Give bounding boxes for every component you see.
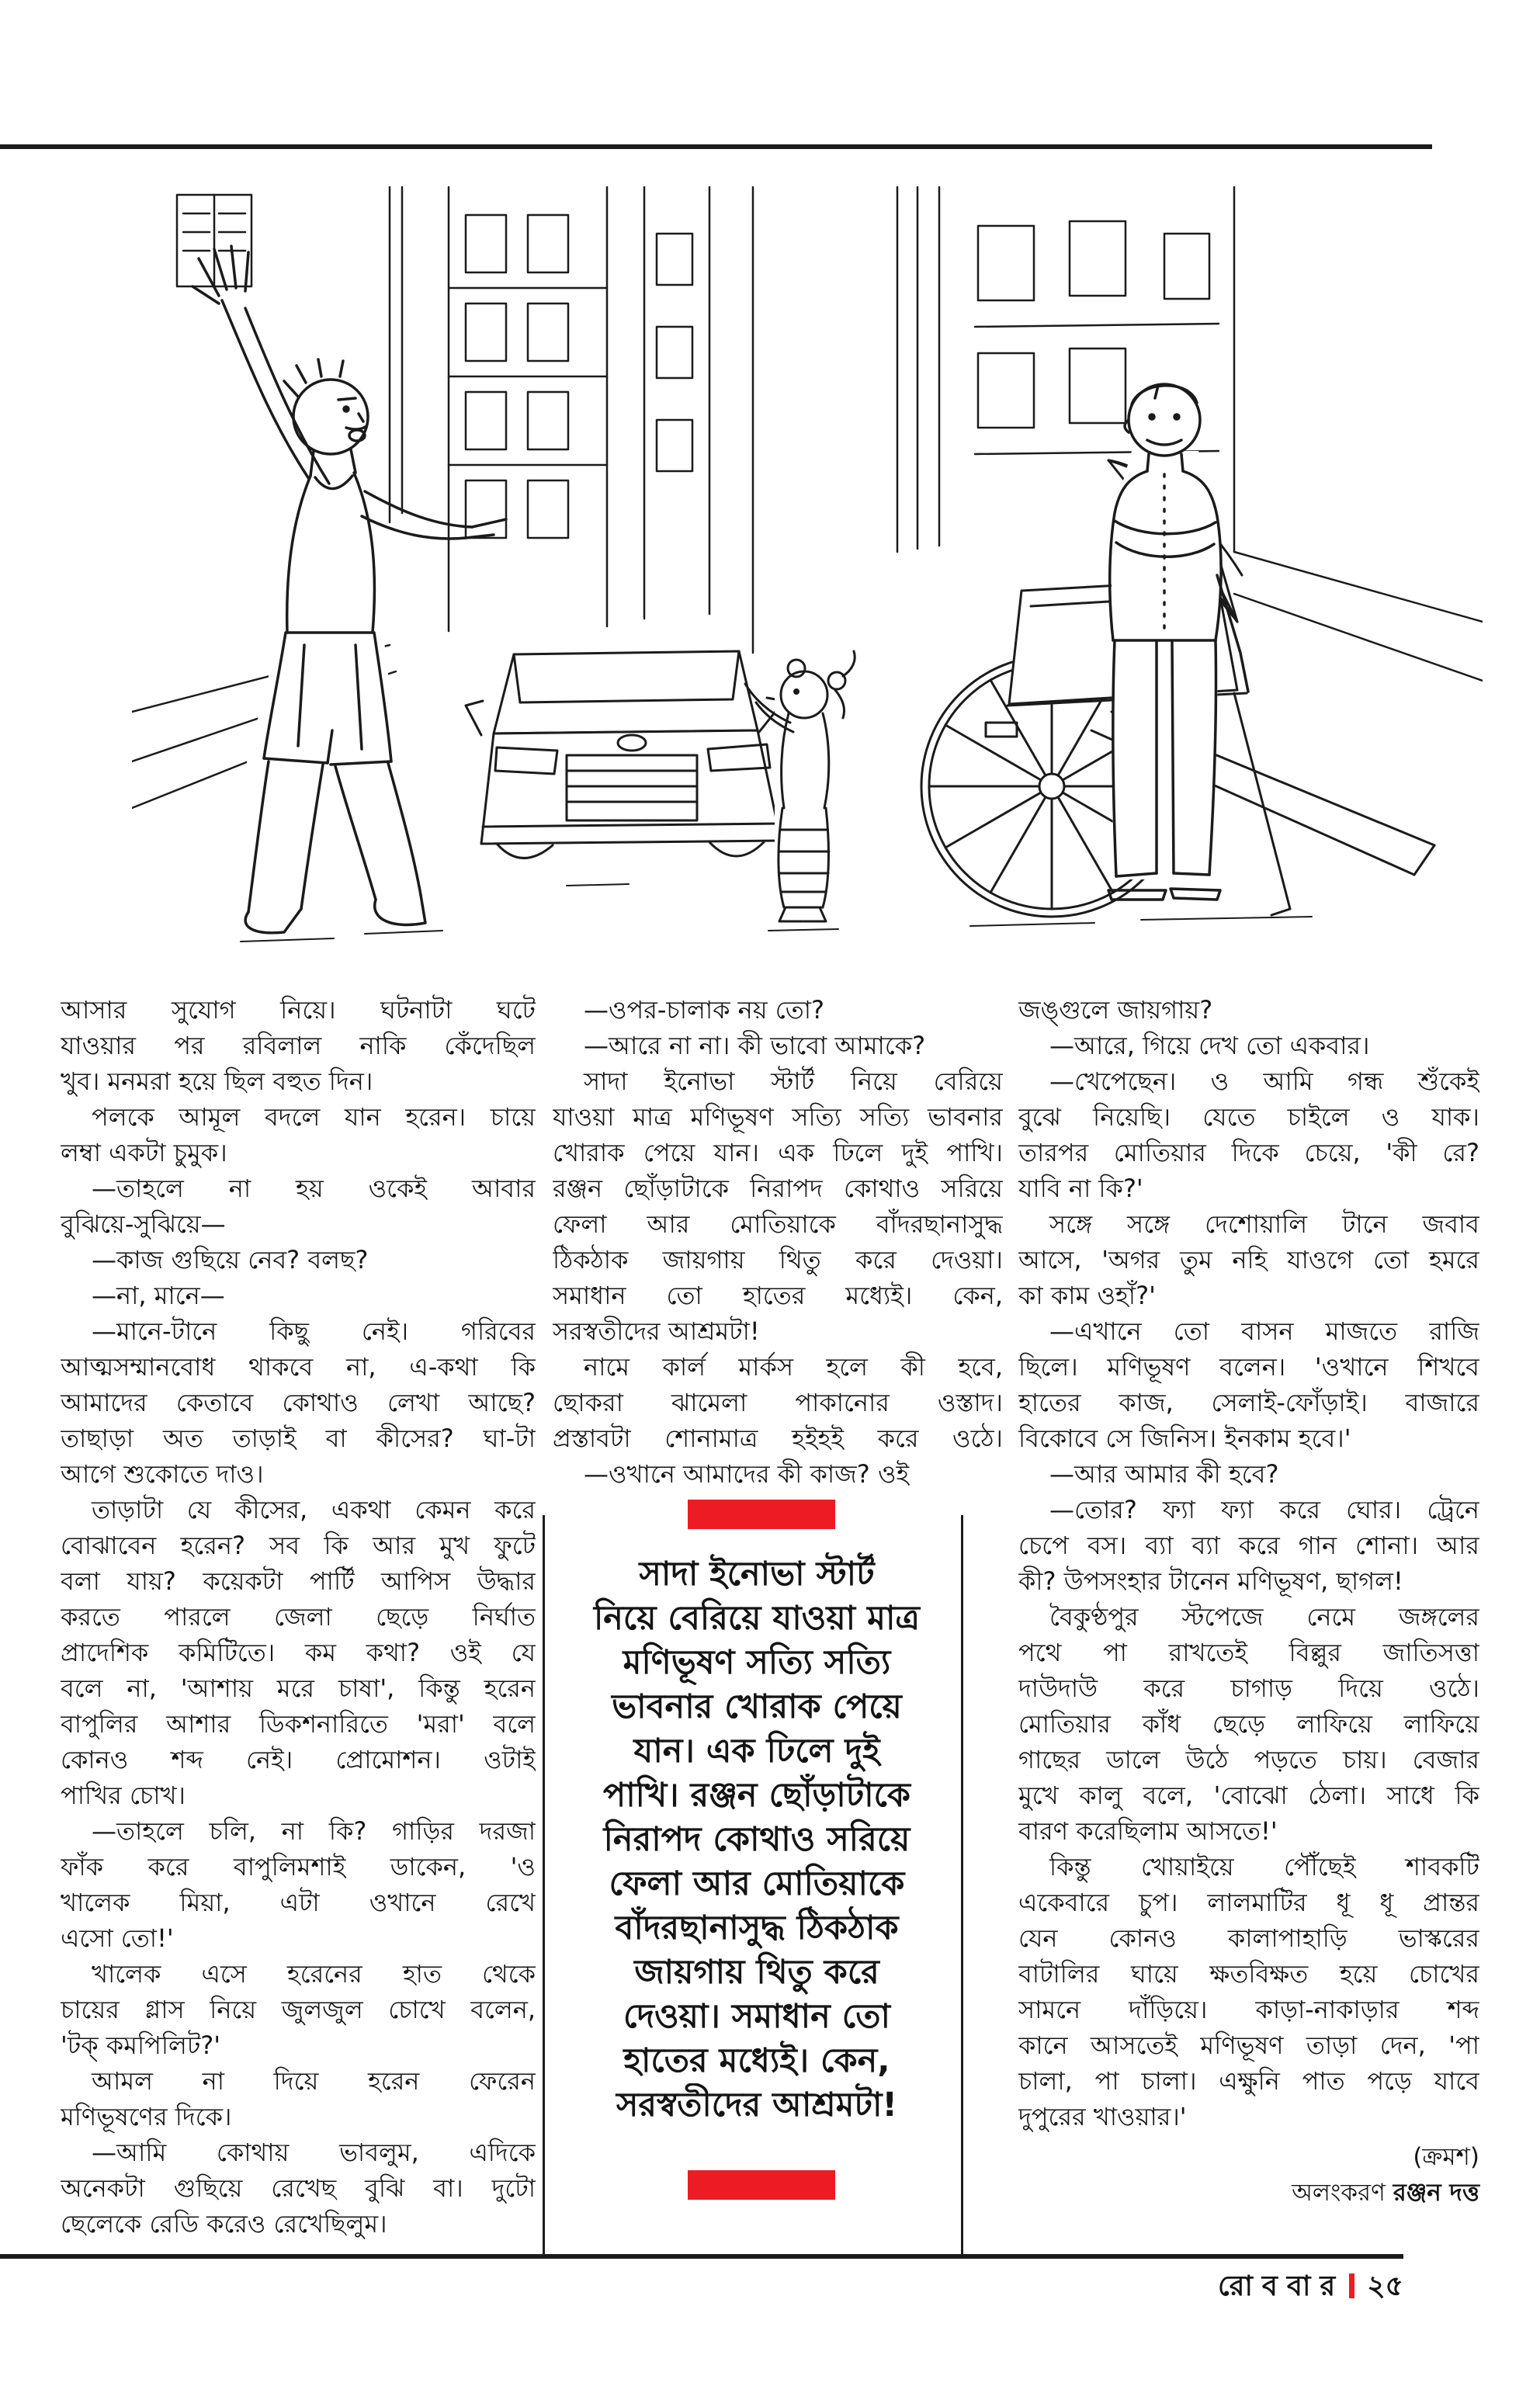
article-column-3: [1018, 992, 1479, 2135]
illustration-credit: [1018, 2175, 1479, 2211]
text-line: —আরে, গিয়ে দেখ তো একবার।: [1049, 1031, 1370, 1060]
text-line: তাছাড়া অত তাড়াই বা কীসের? ঘা-টা: [61, 1424, 536, 1453]
text-line: পাখির চোখ।: [61, 1781, 186, 1810]
text-line: খালেক এসে হরেনের হাত থেকে: [92, 1959, 536, 1989]
text-line: ছিলে। মণিভূষণ বলেন। 'ওখানে শিখবে: [1018, 1352, 1479, 1382]
article-credits: [1018, 2139, 1479, 2211]
text-line: আসে, 'অগর তুম নহি যাওগে তো হমরে: [1018, 1245, 1479, 1275]
illustrator-name: রঞ্জন দত্ত: [1393, 2179, 1479, 2207]
footer-separator-bar: [1349, 2273, 1354, 2298]
text-line: সঙ্গে সঙ্গে দেশোয়ালি টানে জবাব: [1049, 1209, 1479, 1239]
text-line: যাওয়া মাত্র মণিভূষণ সত্যি সত্যি ভাবনার: [553, 1102, 1003, 1132]
text-line: সরস্বতীদের আশ্রমটা!: [553, 1316, 760, 1346]
text-line: —ওখানে আমাদের কী কাজ? ওই: [584, 1459, 910, 1489]
text-line: কানে আসতেই মণিভূষণ তাড়া দেন, 'পা: [1018, 2031, 1479, 2060]
text-line: দাউদাউ করে চাগাড় দিয়ে ওঠে।: [1018, 1673, 1479, 1703]
text-line: পলকে আমূল বদলে যান হরেন। চায়ে: [92, 1102, 536, 1132]
text-line: খোরাক পেয়ে যান। এক ঢিলে দুই পাখি।: [553, 1138, 1003, 1167]
text-line: ফাঁক করে বাপুলিমশাই ডাকেন, 'ও: [61, 1852, 536, 1881]
article-column-2: [553, 992, 1003, 1492]
text-line: চায়ের গ্লাস নিয়ে জুলজুল চোখে বলেন,: [61, 1995, 536, 2024]
text-line: —তাহলে না হয় ওকেই আবার: [92, 1174, 536, 1203]
text-line: —তাহলে চলি, না কি? গাড়ির দরজা: [92, 1816, 536, 1846]
text-line: অনেকটা গুছিয়ে রেখেছ বুঝি বা। দুটো: [61, 2173, 536, 2203]
text-line: আত্মসম্মানবোধ থাকবে না, এ-কথা কি: [61, 1352, 536, 1382]
text-line: জঙ্গুলে জায়গায়?: [1018, 995, 1213, 1025]
text-line: করতে পারলে জেলা ছেড়ে নির্ঘাত: [61, 1602, 536, 1632]
text-line: বিকোবে সে জিনিস। ইনকাম হবে।': [1018, 1424, 1351, 1453]
text-line: বারণ করেছিলাম আসতে!': [1018, 1816, 1278, 1846]
text-line: খালেক মিয়া, এটা ওখানে রেখে: [61, 1888, 536, 1917]
pull-quote-line: মণিভূষণ সত্যি সত্যি: [623, 1643, 891, 1682]
text-line: আমল না দিয়ে হরেন ফেরেন: [92, 2066, 536, 2096]
text-line: বুঝে নিয়েছি। যেতে চাইলে ও যাক।: [1018, 1102, 1479, 1132]
text-line: পথে পা রাখতেই বিল্লুর জাতিসত্তা: [1018, 1638, 1479, 1667]
text-line: —এখানে তো বাসন মাজতে রাজি: [1049, 1316, 1479, 1346]
text-line: —খেপেছেন। ও আমি গন্ধ শুঁকেই: [1049, 1066, 1479, 1096]
text-line: বলে না, 'আশায় মরে চাষা', কিন্তু হরেন: [61, 1673, 536, 1703]
text-line: —মানে-টানে কিছু নেই। গরিবের: [92, 1316, 536, 1346]
text-line: রঞ্জন ছোঁড়াটাকে নিরাপদ কোথাও সরিয়ে: [553, 1174, 1003, 1203]
text-line: প্রস্তাবটা শোনামাত্র হইহই করে ওঠে।: [553, 1424, 1003, 1453]
shouting-man-drawing: [192, 246, 506, 934]
text-line: —না, মানে—: [92, 1281, 225, 1310]
page-number: ২৫: [1367, 2270, 1403, 2302]
text-line: সাদা ইনোভা স্টার্ট নিয়ে বেরিয়ে: [584, 1066, 1003, 1096]
text-line: বাটালির ঘায়ে ক্ষতবিক্ষত হয়ে চোখের: [1018, 1959, 1479, 1989]
text-line: —আরে না না। কী ভাবো আমাকে?: [584, 1031, 926, 1060]
pull-quote-top-bar: [688, 1500, 835, 1529]
text-line: —তোর? ফ্যা ফ্যা করে ঘোর। ট্রেনে: [1049, 1495, 1479, 1524]
pull-quote-line: দেওয়া। সমাধান তো: [623, 1997, 890, 2036]
pull-quote-line: ভাবনার খোরাক পেয়ে: [612, 1687, 902, 1726]
column-divider-left: [543, 1515, 545, 2256]
pull-quote-line: জায়গায় থিতু করে: [634, 1953, 879, 1992]
column-divider-right: [961, 1515, 963, 2256]
footer-rule: [0, 2254, 1403, 2259]
text-line: মুখে কালু বলে, 'বোঝো ঠেলা। সাধে কি: [1018, 1781, 1479, 1810]
pull-quote-line: নিরাপদ কোথাও সরিয়ে: [603, 1820, 910, 1859]
text-line: আমাদের কেতাবে কোথাও লেখা আছে?: [61, 1388, 536, 1417]
text-line: বাপুলির আশার ডিকশনারিতে 'মরা' বলে: [61, 1709, 536, 1739]
text-line: —কাজ গুছিয়ে নেব? বলছ?: [92, 1245, 369, 1275]
text-line: কোনও শব্দ নেই। প্রোমোশন। ওটাই: [61, 1745, 536, 1774]
page-footer: [0, 2265, 1403, 2311]
article-column-1: [61, 992, 536, 2242]
text-line: প্রাদেশিক কমিটিতে। কম কথা? ওই যে: [61, 1638, 536, 1667]
pull-quote-line: বাঁদরছানাসুদ্ধ ঠিকঠাক: [615, 1909, 899, 1947]
text-line: সামনে দাঁড়িয়ে। কাড়া-নাকাড়ার শব্দ: [1018, 1995, 1479, 2024]
car-drawing: [466, 651, 784, 858]
pull-quote-line: পাখি। রঞ্জন ছোঁড়াটাকে: [603, 1776, 910, 1815]
text-line: সমাধান তো হাতের মধ্যেই। কেন,: [553, 1281, 1003, 1310]
text-line: চেপে বস। ব্যা ব্যা করে গান শোনা। আর: [1018, 1531, 1479, 1560]
pull-quote-line: সাদা ইনোভা স্টার্ট: [639, 1555, 875, 1594]
text-line: বলা যায়? কয়েকটা পার্টি আপিস উদ্ধার: [61, 1566, 536, 1596]
top-rule: [0, 144, 1432, 149]
text-line: বোঝাবেন হরেন? সব কি আর মুখ ফুটে: [61, 1531, 536, 1560]
pull-quote: [574, 1552, 939, 2128]
text-line: যাওয়ার পর রবিলাল নাকি কেঁদেছিল: [61, 1031, 536, 1060]
text-line: ঠিকঠাক জায়গায় থিতু করে দেওয়া।: [553, 1245, 1003, 1275]
serial-note: (ক্রমশ): [1413, 2143, 1479, 2171]
text-line: —ওপর-চালাক নয় তো?: [584, 995, 825, 1025]
street-scene-illustration: [132, 186, 1483, 972]
text-line: কী? উপসংহার টানেন মণিভূষণ, ছাগল!: [1018, 1566, 1403, 1596]
illustration-credit-label: অলংকরণ: [1292, 2179, 1386, 2207]
pull-quote-bottom-bar: [688, 2170, 835, 2200]
pull-quote-line: হাতের মধ্যেই। কেন,: [623, 2041, 890, 2080]
text-line: বুঝিয়ে-সুঝিয়ে—: [61, 1209, 226, 1239]
pull-quote-line: যান। এক ঢিলে দুই: [633, 1732, 880, 1770]
text-line: লম্বা একটা চুমুক।: [61, 1138, 227, 1167]
text-line: তারপর মোতিয়ার দিকে চেয়ে, 'কী রে?: [1018, 1138, 1479, 1167]
text-line: এসো তো!': [61, 1923, 174, 1953]
text-line: একেবারে চুপ। লালমাটির ধূ ধূ প্রান্তর: [1018, 1888, 1479, 1917]
text-line: নামে কার্ল মার্কস হলে কী হবে,: [584, 1352, 1003, 1382]
magazine-name: রোববার: [1218, 2270, 1345, 2302]
text-line: ছেলেকে রেডি করেও রেখেছিলুম।: [61, 2209, 387, 2239]
text-line: তাড়াটা যে কীসের, একথা কেমন করে: [92, 1495, 536, 1524]
text-line: বৈকুণ্ঠপুর স্টপেজে নেমে জঙ্গলের: [1049, 1602, 1479, 1632]
text-line: —আমি কোথায় ভাবলুম, এদিকে: [92, 2138, 536, 2167]
pull-quote-line: সরস্বতীদের আশ্রমটা!: [616, 2086, 898, 2124]
text-line: হাতের কাজ, সেলাই-ফোঁড়াই। বাজারে: [1018, 1388, 1479, 1417]
line-art-drawing: [132, 186, 1483, 972]
text-line: 'টক্‌ কমপিলিট?': [61, 2031, 221, 2060]
pull-quote-line: ফেলা আর মোতিয়াকে: [609, 1864, 905, 1903]
text-line: আগে শুকোতে দাও।: [61, 1459, 264, 1489]
text-line: খুব। মনমরা হয়ে ছিল বহুত দিন।: [61, 1066, 373, 1096]
text-line: মোতিয়ার কাঁধ ছেড়ে লাফিয়ে লাফিয়ে: [1018, 1709, 1479, 1739]
pull-quote-line: নিয়ে বেরিয়ে যাওয়া মাত্র: [593, 1599, 921, 1638]
text-line: —আর আমার কী হবে?: [1049, 1459, 1279, 1489]
text-line: কিন্তু খোয়াইয়ে পৌঁছেই শাবকটি: [1049, 1852, 1479, 1881]
text-line: ছোকরা ঝামেলা পাকানোর ওস্তাদ।: [553, 1388, 1003, 1417]
text-line: চালা, পা চালা। এক্ষুনি পাত পড়ে যাবে: [1018, 2066, 1479, 2096]
text-line: যেন কোনও কালাপাহাড়ি ভাস্করের: [1018, 1923, 1479, 1953]
text-line: ফেলা আর মোতিয়াকে বাঁদরছানাসুদ্ধ: [553, 1209, 1003, 1239]
text-line: যাবি না কি?': [1018, 1174, 1143, 1203]
text-line: দুপুরের খাওয়ার।': [1018, 2102, 1187, 2131]
text-line: মণিভূষণের দিকে।: [61, 2102, 232, 2131]
text-line: আসার সুযোগ নিয়ে। ঘটনাটা ঘটে: [61, 995, 536, 1025]
text-line: গাছের ডালে উঠে পড়তে চায়। বেজার: [1018, 1745, 1479, 1774]
text-line: কা কাম ওহাঁ?': [1018, 1281, 1156, 1310]
